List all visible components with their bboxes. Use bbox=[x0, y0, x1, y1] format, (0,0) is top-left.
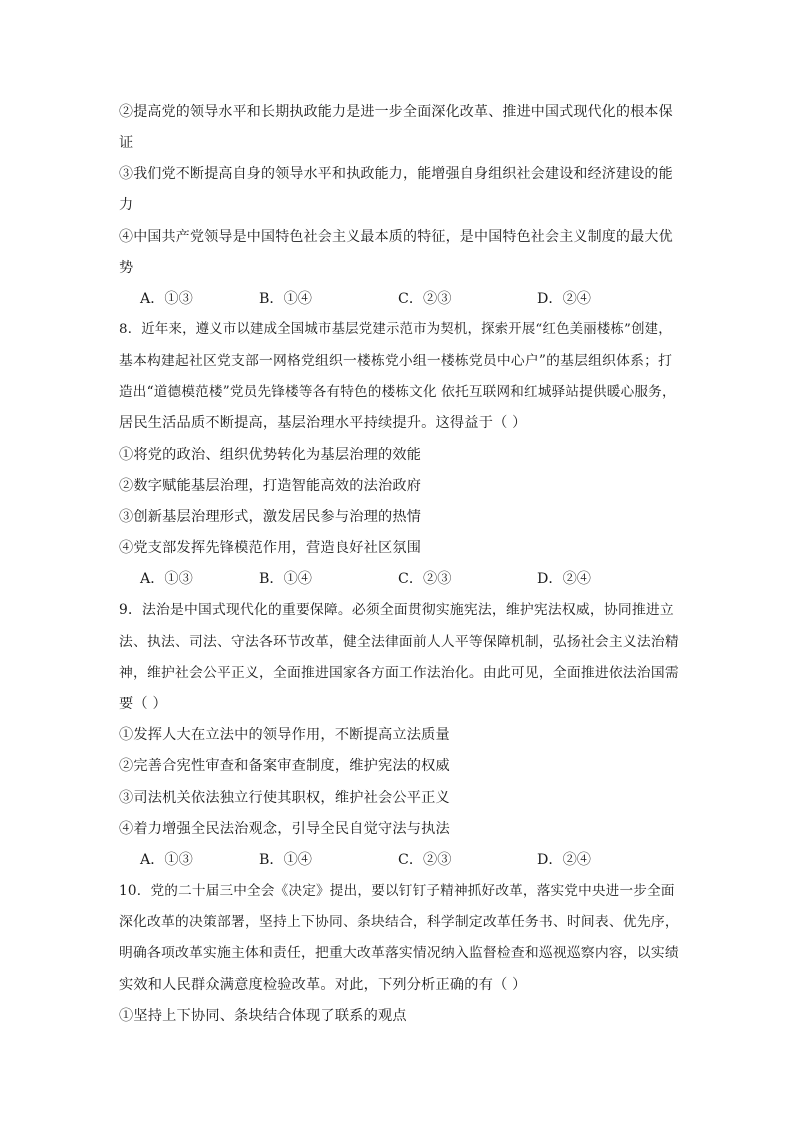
q8-stem-line-3: 造出“道德模范楼”党员先锋楼等各有特色的楼栋文化 依托互联网和红城驿站提供暖心服务， bbox=[119, 384, 676, 400]
q8-item-2: ②数字赋能基层治理，打造智能高效的法治政府 bbox=[119, 478, 422, 494]
q9-option-a[interactable]: A．①③ bbox=[140, 852, 193, 868]
q7-item-3: ③我们党不断提高自身的领导水平和执政能力，能增强自身组织社会建设和经济建设的能 bbox=[119, 166, 673, 182]
q7-item-2: ②提高党的领导水平和长期执政能力是进一步全面深化改革、推进中国式现代化的根本保 bbox=[119, 104, 673, 120]
q10-stem-line-3: 明确各项改革实施主体和责任，把重大改革落实情况纳入监督检查和巡视巡察内容，以实绩 bbox=[119, 945, 679, 961]
q8-item-3: ③创新基层治理形式，激发居民参与治理的热情 bbox=[119, 509, 422, 525]
q9-option-d[interactable]: D．②④ bbox=[537, 852, 591, 868]
q7-option-d[interactable]: D．②④ bbox=[537, 291, 591, 307]
q9-stem-line-3: 神，维护社会公平正义，全面推进国家各方面工作法治化。由此可见，全面推进依法治国需 bbox=[119, 665, 679, 681]
q8-stem-line-2: 基本构建起社区党支部一网格党组织一楼栋党小组一楼栋党员中心户”的基层组织体系；打 bbox=[119, 353, 673, 369]
q9-stem-line-2: 法、执法、司法、守法各环节改革，健全法律面前人人平等保障机制，弘扬社会主义法治精 bbox=[119, 634, 679, 650]
q9-item-3: ③司法机关依法独立行使其职权，维护社会公平正义 bbox=[119, 790, 450, 806]
q10-stem-line-4: 实效和人民群众满意度检验改革。对此，下列分析正确的有（ ） bbox=[119, 977, 527, 993]
q7-options bbox=[140, 288, 660, 310]
q9-option-b[interactable]: B．①④ bbox=[259, 852, 312, 868]
q9-item-1: ①发挥人大在立法中的领导作用，不断提高立法质量 bbox=[119, 727, 450, 743]
q7-item-4-cont: 势 bbox=[119, 260, 134, 276]
q7-option-a[interactable]: A．①③ bbox=[140, 291, 193, 307]
q8-stem-line-4: 居民生活品质不断提高，基层治理水平持续提升。这得益于（ ） bbox=[119, 415, 527, 431]
q8-option-c[interactable]: C．②③ bbox=[398, 571, 452, 587]
q8-option-b[interactable]: B．①④ bbox=[259, 571, 312, 587]
q9-stem-line-4: 要（ ） bbox=[119, 696, 167, 712]
q8-item-4: ④党支部发挥先锋模范作用，营造良好社区氛围 bbox=[119, 540, 422, 556]
q8-options bbox=[140, 568, 660, 590]
q9-options bbox=[140, 849, 660, 871]
q9-option-c[interactable]: C．②③ bbox=[398, 852, 452, 868]
q8-option-d[interactable]: D．②④ bbox=[537, 571, 591, 587]
q8-stem-line-1: 8．近年来，遵义市以建成全国城市基层党建示范市为契机，探索开展“红色美丽楼栋”创建， bbox=[119, 322, 672, 337]
q7-item-4: ④中国共产党领导是中国特色社会主义最本质的特征，是中国特色社会主义制度的最大优 bbox=[119, 229, 673, 245]
q10-stem-line-2: 深化改革的决策部署，坚持上下协同、条块结合，科学制定改革任务书、时间表、优先序， bbox=[119, 914, 679, 930]
q9-item-2: ②完善合宪性审查和备案审查制度，维护宪法的权威 bbox=[119, 758, 450, 774]
q7-item-3-cont: 力 bbox=[119, 197, 134, 213]
q9-item-4: ④着力增强全民法治观念，引导全民自觉守法与执法 bbox=[119, 821, 450, 837]
q7-option-b[interactable]: B．①④ bbox=[259, 291, 312, 307]
q8-option-a[interactable]: A．①③ bbox=[140, 571, 193, 587]
q8-item-1: ①将党的政治、组织优势转化为基层治理的效能 bbox=[119, 447, 422, 463]
q10-stem-line-1: 10．党的二十届三中全会《决定》提出，要以钉钉子精神抓好改革，落实党中央进一步全面 bbox=[119, 883, 675, 899]
q9-stem-line-1: 9．法治是中国式现代化的重要保障。必须全面贯彻实施宪法，维护宪法权威，协同推进立 bbox=[119, 602, 674, 618]
q7-option-c[interactable]: C．②③ bbox=[398, 291, 452, 307]
q7-item-2-cont: 证 bbox=[119, 135, 134, 151]
q10-item-1: ①坚持上下协同、条块结合体现了联系的观点 bbox=[119, 1008, 407, 1024]
